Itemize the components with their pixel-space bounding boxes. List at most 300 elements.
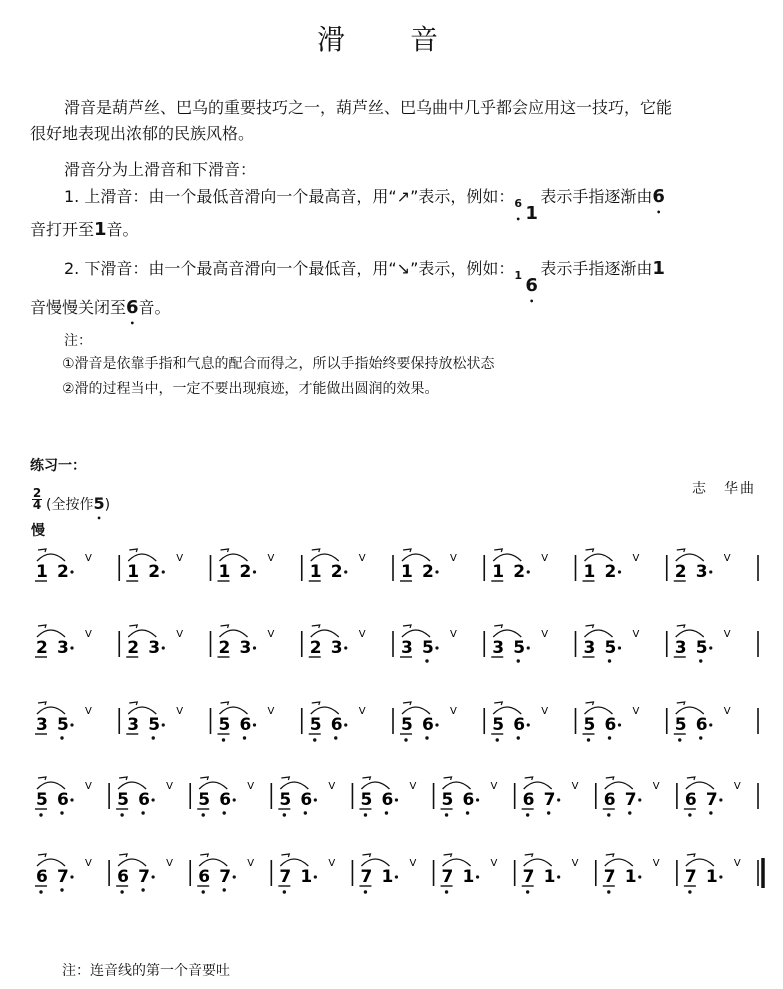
upslide-text-c: 表示手指逐渐由 <box>540 187 653 206</box>
low-octave-dot <box>587 738 590 741</box>
slide-mark-icon <box>494 549 502 552</box>
note-second: 6 <box>604 715 617 735</box>
note-second: 1 <box>705 867 718 887</box>
slide-mark-icon <box>586 549 594 552</box>
note-first: 3 <box>127 715 140 735</box>
slur-arc <box>585 630 613 637</box>
breath-mark: V <box>85 629 92 640</box>
note-first: 3 <box>36 715 48 735</box>
breath-mark: V <box>723 706 731 717</box>
augmentation-dot <box>70 798 73 801</box>
breath-mark: V <box>267 629 275 640</box>
note-second: 1 <box>462 867 475 887</box>
footnote: 注：连音线的第一个音要吐 <box>62 963 230 979</box>
low-octave-dot <box>466 811 469 814</box>
slur-arc <box>676 554 704 561</box>
note-second: 2 <box>57 562 69 582</box>
augmentation-dot <box>253 723 256 726</box>
low-octave-dot <box>202 890 205 893</box>
slide-mark-icon <box>606 854 614 857</box>
note-first: 6 <box>522 790 535 810</box>
slide-mark-icon <box>494 625 502 628</box>
note-second: 2 <box>422 562 434 582</box>
augmentation-dot <box>344 570 347 573</box>
augmentation-dot <box>719 798 722 801</box>
augmentation-dot <box>152 875 155 878</box>
breath-mark: V <box>733 858 741 869</box>
augmentation-dot <box>395 798 398 801</box>
note-second: 3 <box>330 638 343 658</box>
breath-mark: V <box>632 629 640 640</box>
breath-mark: V <box>166 858 173 869</box>
low-octave-dot <box>607 813 610 816</box>
slur-arc <box>402 554 430 561</box>
slide-mark-icon <box>687 854 695 857</box>
time-signature-top: 2 <box>32 486 42 500</box>
slur-arc <box>443 782 471 789</box>
slide-mark-icon <box>129 702 137 705</box>
breath-mark: V <box>490 781 498 792</box>
low-octave-dot <box>445 890 448 893</box>
note-first: 5 <box>441 790 454 810</box>
low-octave-dot <box>547 811 550 814</box>
note-second: 6 <box>219 790 232 810</box>
slide-mark-icon <box>312 702 320 705</box>
note-first: 1 <box>401 562 413 582</box>
breath-mark: V <box>176 629 184 640</box>
note-first: 7 <box>522 867 535 887</box>
augmentation-dot <box>638 875 641 878</box>
slide-mark-icon <box>444 777 452 780</box>
breath-mark: V <box>450 553 457 564</box>
slur-arc <box>37 554 65 561</box>
augmentation-dot <box>253 646 256 649</box>
breath-mark: V <box>85 553 92 564</box>
note-first: 6 <box>684 790 697 810</box>
augmentation-dot <box>638 798 641 801</box>
low-octave-dot <box>334 736 337 739</box>
slide-mark-icon <box>494 702 502 705</box>
low-octave-dot <box>364 813 367 816</box>
low-octave-dot <box>526 813 529 816</box>
low-octave-dot <box>60 888 63 891</box>
low-octave-dot <box>699 659 702 662</box>
note-first: 3 <box>492 638 505 658</box>
slide-mark-icon <box>221 625 229 628</box>
low-octave-dot <box>385 811 388 814</box>
low-octave-dot <box>526 890 529 893</box>
upslide-line2-a: 音打开至 <box>30 220 95 239</box>
note-first: 7 <box>360 867 373 887</box>
breath-mark: V <box>176 706 184 717</box>
slur-arc <box>199 782 227 789</box>
exercise-title: 练习一： <box>30 458 86 474</box>
breath-mark: V <box>450 629 457 640</box>
low-octave-dot <box>608 736 611 739</box>
slur-arc <box>37 707 65 714</box>
slide-mark-icon <box>281 777 289 780</box>
augmentation-dot <box>152 798 155 801</box>
breath-mark: V <box>176 553 184 564</box>
downslide-line2-b: 音。 <box>138 298 171 317</box>
upslide-example-grace: 6 • <box>514 194 522 214</box>
slide-mark-icon <box>200 854 208 857</box>
slur-arc <box>493 707 521 714</box>
slide-types-intro: 滑音分为上滑音和下滑音： <box>64 160 257 179</box>
note-second: 5 <box>513 638 526 658</box>
slide-mark-icon <box>444 854 452 857</box>
downslide-text-c: 表示手指逐渐由 <box>540 259 653 278</box>
low-octave-dot <box>223 888 226 891</box>
slur-arc <box>605 859 633 866</box>
slur-arc <box>686 859 714 866</box>
low-octave-dot <box>202 813 205 816</box>
low-octave-dot <box>517 659 520 662</box>
augmentation-dot <box>70 875 73 878</box>
note-first: 2 <box>36 638 48 658</box>
slide-mark-icon <box>119 854 127 857</box>
augmentation-dot <box>527 723 530 726</box>
low-octave-dot <box>445 813 448 816</box>
augmentation-dot <box>719 875 722 878</box>
note-first: 7 <box>441 867 454 887</box>
upslide-definition <box>64 186 665 224</box>
augmentation-dot <box>395 875 398 878</box>
augmentation-dot <box>435 723 438 726</box>
notes-label: 注： <box>64 333 92 349</box>
breath-mark: V <box>450 706 457 717</box>
breath-mark: V <box>328 781 336 792</box>
slur-arc <box>524 859 552 866</box>
low-octave-dot <box>120 890 123 893</box>
slur-arc <box>361 859 389 866</box>
note-first: 2 <box>309 638 322 658</box>
low-octave-dot <box>699 736 702 739</box>
low-octave-dot <box>496 738 499 741</box>
slur-arc <box>585 707 613 714</box>
augmentation-dot <box>618 646 621 649</box>
breath-mark: V <box>247 781 255 792</box>
note-first: 6 <box>117 867 129 887</box>
augmentation-dot <box>476 798 479 801</box>
augmentation-dot <box>162 570 165 573</box>
downslide-from-note: 1 <box>652 258 665 279</box>
augmentation-dot <box>233 798 236 801</box>
upslide-line2-b: 音。 <box>106 220 139 239</box>
augmentation-dot <box>70 646 73 649</box>
note-first: 6 <box>198 867 211 887</box>
slide-mark-icon <box>129 549 137 552</box>
downslide-mark-icon: ↘ <box>396 259 411 278</box>
augmentation-dot <box>344 646 347 649</box>
fingering-note: 5 • <box>93 494 104 513</box>
note-first: 5 <box>36 790 48 810</box>
slide-mark-icon <box>677 625 685 628</box>
note-first: 2 <box>127 638 140 658</box>
breath-mark: V <box>541 629 549 640</box>
note-first: 7 <box>603 867 616 887</box>
slur-arc <box>493 554 521 561</box>
slur-arc <box>585 554 613 561</box>
slide-mark-icon <box>525 854 533 857</box>
breath-mark: V <box>358 629 366 640</box>
note-second: 1 <box>624 867 637 887</box>
breath-mark: V <box>85 781 92 792</box>
intro-line-1: 滑音是葫芦丝、巴乌的重要技巧之一，葫芦丝、巴乌曲中几乎都会应用这一技巧，它能 <box>64 98 673 117</box>
note-first: 5 <box>218 715 231 735</box>
note-second: 7 <box>138 867 150 887</box>
low-octave-dot <box>141 811 144 814</box>
slur-arc <box>220 630 248 637</box>
note-second: 5 <box>422 638 434 658</box>
breath-mark: V <box>723 629 731 640</box>
low-octave-dot <box>39 813 42 816</box>
low-octave-dot <box>688 890 691 893</box>
breath-mark: V <box>358 706 366 717</box>
slide-mark-icon <box>586 625 594 628</box>
note-first: 1 <box>492 562 505 582</box>
slide-mark-icon <box>38 625 46 628</box>
note-second: 6 <box>462 790 475 810</box>
note-second: 7 <box>57 867 69 887</box>
augmentation-dot <box>618 570 621 573</box>
note-first: 7 <box>279 867 292 887</box>
note-second: 1 <box>300 867 313 887</box>
note-second: 5 <box>148 715 161 735</box>
slur-arc <box>128 707 156 714</box>
breath-mark: V <box>247 858 255 869</box>
downslide-example-grace: 1 <box>514 269 523 282</box>
slur-arc <box>118 859 146 866</box>
note-first: 3 <box>401 638 413 658</box>
low-octave-dot <box>313 738 316 741</box>
augmentation-dot <box>618 723 621 726</box>
slide-mark-icon <box>403 625 411 628</box>
slide-mark-icon <box>281 854 289 857</box>
breath-mark: V <box>632 553 640 564</box>
note-second: 2 <box>239 562 252 582</box>
slur-arc <box>402 707 430 714</box>
low-octave-dot <box>304 811 307 814</box>
slur-arc <box>128 630 156 637</box>
note-second: 2 <box>513 562 526 582</box>
slur-arc <box>128 554 156 561</box>
slide-mark-icon <box>403 549 411 552</box>
page-title: 滑 音 <box>317 23 466 56</box>
fingering-text: (全按作 <box>46 497 94 513</box>
note-second: 7 <box>705 790 718 810</box>
low-octave-dot <box>364 890 367 893</box>
breath-mark: V <box>85 858 92 869</box>
breath-mark: V <box>632 706 640 717</box>
note-second: 3 <box>695 562 708 582</box>
augmentation-dot <box>557 875 560 878</box>
low-octave-dot <box>120 813 123 816</box>
slur-arc <box>118 782 146 789</box>
augmentation-dot <box>435 570 438 573</box>
note-first: 5 <box>360 790 373 810</box>
slur-arc <box>605 782 633 789</box>
slur-arc <box>280 859 308 866</box>
note-first: 5 <box>117 790 129 810</box>
note-second: 3 <box>57 638 69 658</box>
breath-mark: V <box>652 781 660 792</box>
note-second: 3 <box>148 638 161 658</box>
time-signature-bottom: 4 <box>32 498 42 512</box>
upslide-text-a: 1. 上滑音：由一个最低音滑向一个最高音，用“ <box>64 187 397 206</box>
augmentation-dot <box>709 646 712 649</box>
note-first: 5 <box>198 790 211 810</box>
low-octave-dot <box>608 659 611 662</box>
slur-arc <box>443 859 471 866</box>
note-first: 3 <box>583 638 596 658</box>
slur-arc <box>220 707 248 714</box>
augmentation-dot <box>314 798 317 801</box>
slur-arc <box>402 630 430 637</box>
note-second: 6 <box>138 790 150 810</box>
low-octave-dot <box>607 890 610 893</box>
breath-mark: V <box>358 553 366 564</box>
breath-mark: V <box>267 553 275 564</box>
breath-mark: V <box>409 781 417 792</box>
slur-arc <box>37 630 65 637</box>
low-octave-dot <box>688 813 691 816</box>
breath-mark: V <box>571 858 579 869</box>
breath-mark: V <box>541 553 549 564</box>
augmentation-dot <box>233 875 236 878</box>
note-first: 1 <box>36 562 48 582</box>
low-octave-dot <box>152 736 155 739</box>
slide-mark-icon <box>38 702 46 705</box>
slide-mark-icon <box>677 549 685 552</box>
note-second: 5 <box>57 715 69 735</box>
upslide-example-main: 1 <box>525 203 538 224</box>
augmentation-dot <box>70 723 73 726</box>
augmentation-dot <box>344 723 347 726</box>
augmentation-dot <box>314 875 317 878</box>
note-second: 6 <box>695 715 708 735</box>
low-octave-dot <box>517 736 520 739</box>
low-octave-dot <box>60 736 63 739</box>
low-octave-dot <box>425 736 428 739</box>
breath-mark: V <box>166 781 173 792</box>
note-second: 1 <box>543 867 556 887</box>
note-second: 6 <box>300 790 313 810</box>
slide-mark-icon <box>38 777 46 780</box>
breath-mark: V <box>541 706 549 717</box>
upslide-from-note: 6 • <box>652 187 665 207</box>
note-first: 1 <box>218 562 231 582</box>
note-first: 6 <box>603 790 616 810</box>
note-first: 5 <box>492 715 505 735</box>
breath-mark: V <box>85 706 92 717</box>
breath-mark: V <box>652 858 660 869</box>
note-first: 5 <box>279 790 292 810</box>
upslide-text-b: ”表示，例如： <box>410 187 515 206</box>
slur-arc <box>361 782 389 789</box>
downslide-text-a: 2. 下滑音：由一个最高音滑向一个最低音，用“ <box>64 259 397 278</box>
note-second: 6 <box>239 715 252 735</box>
slide-mark-icon <box>687 777 695 780</box>
note-first: 1 <box>583 562 596 582</box>
note-first: 1 <box>127 562 140 582</box>
slide-mark-icon <box>362 854 370 857</box>
slide-mark-icon <box>312 549 320 552</box>
augmentation-dot <box>162 723 165 726</box>
low-octave-dot <box>404 738 407 741</box>
augmentation-dot <box>557 798 560 801</box>
note-second: 6 <box>57 790 69 810</box>
low-octave-dot <box>283 813 286 816</box>
low-octave-dot <box>39 890 42 893</box>
upslide-definition-line2 <box>30 220 139 240</box>
low-octave-dot <box>243 736 246 739</box>
low-octave-dot <box>283 890 286 893</box>
downslide-example-main: 6 • <box>525 276 538 296</box>
note-first: 5 <box>674 715 687 735</box>
low-octave-dot <box>222 738 225 741</box>
note-second: 7 <box>219 867 232 887</box>
downslide-to-note: 6 • <box>126 298 139 318</box>
slide-mark-icon <box>606 777 614 780</box>
jianpu-score <box>0 535 783 945</box>
note-2: ②滑的过程当中，一定不要出现痕迹，才能做出圆润的效果。 <box>62 381 439 397</box>
slur-arc <box>686 782 714 789</box>
slur-arc <box>37 859 65 866</box>
slide-mark-icon <box>38 854 46 857</box>
intro-line-2: 很好地表现出浓郁的民族风格。 <box>30 124 255 143</box>
note-second: 6 <box>513 715 526 735</box>
note-second: 2 <box>148 562 161 582</box>
downslide-text-b: ”表示，例如： <box>410 259 515 278</box>
slur-arc <box>676 630 704 637</box>
slur-arc <box>220 554 248 561</box>
low-octave-dot <box>709 811 712 814</box>
note-first: 5 <box>401 715 413 735</box>
low-octave-dot <box>141 888 144 891</box>
note-first: 1 <box>309 562 322 582</box>
note-second: 6 <box>381 790 394 810</box>
low-octave-dot <box>678 738 681 741</box>
note-second: 3 <box>239 638 252 658</box>
slide-mark-icon <box>221 549 229 552</box>
augmentation-dot <box>709 723 712 726</box>
note-first: 5 <box>309 715 322 735</box>
note-first: 2 <box>218 638 231 658</box>
downslide-line2-a: 音慢慢关闭至 <box>30 298 127 317</box>
note-second: 7 <box>543 790 556 810</box>
fingering-instruction <box>46 494 110 514</box>
breath-mark: V <box>723 553 731 564</box>
downslide-definition <box>64 258 665 296</box>
augmentation-dot <box>162 646 165 649</box>
low-octave-dot <box>425 659 428 662</box>
breath-mark: V <box>267 706 275 717</box>
note-first: 2 <box>674 562 687 582</box>
breath-mark: V <box>733 781 741 792</box>
downslide-definition-line2 <box>30 298 171 318</box>
time-signature <box>31 488 43 511</box>
slur-arc <box>311 630 339 637</box>
slur-arc <box>493 630 521 637</box>
slur-arc <box>676 707 704 714</box>
augmentation-dot <box>70 570 73 573</box>
note-first: 3 <box>674 638 687 658</box>
upslide-to-note: 1 <box>94 219 107 240</box>
slide-mark-icon <box>221 702 229 705</box>
slur-arc <box>37 782 65 789</box>
note-1: ①滑音是依靠手指和气息的配合而得之，所以手指始终要保持放松状态 <box>62 356 495 372</box>
